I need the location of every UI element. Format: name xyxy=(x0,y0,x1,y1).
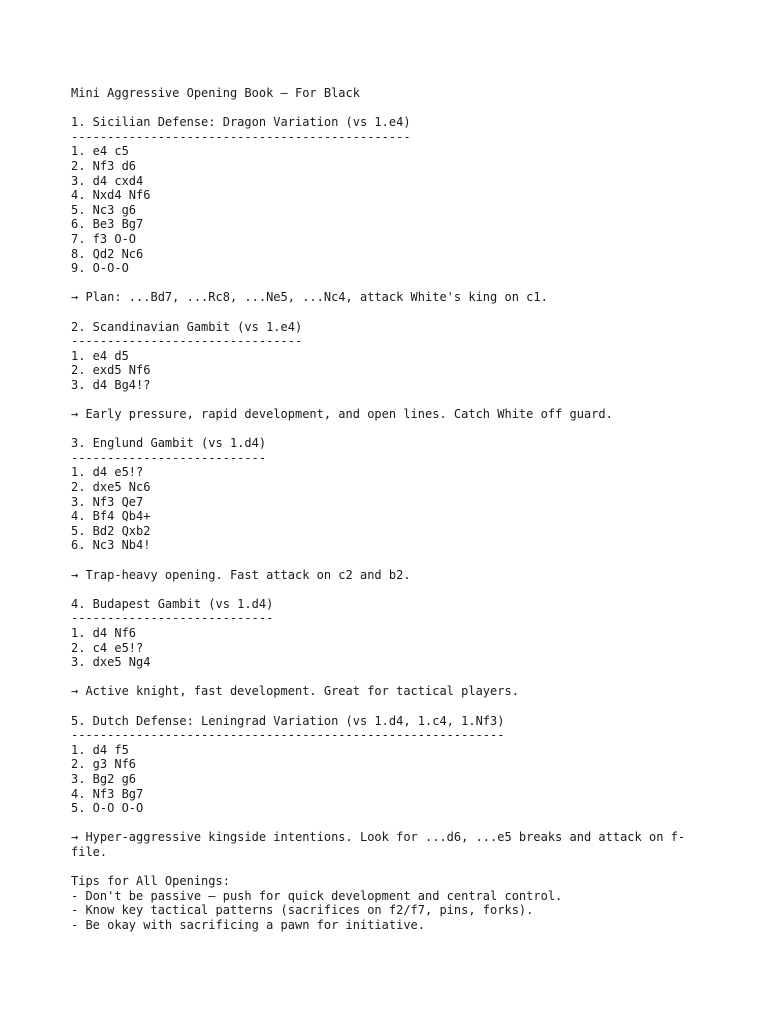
section-rule: ----------------------------------------------- xyxy=(71,129,411,144)
spacer xyxy=(71,101,731,116)
spacer xyxy=(71,670,731,685)
move-line: 4. Bf4 Qb4+ xyxy=(71,509,151,524)
opening-section-englund-gambit xyxy=(71,436,731,582)
section-note: → Early pressure, rapid development, and open lines. Catch White off guard. xyxy=(71,407,613,422)
move-line: 3. d4 Bg4!? xyxy=(71,377,151,392)
move-line: 2. dxe5 Nc6 xyxy=(71,480,151,495)
spacer xyxy=(71,392,731,407)
section-heading: 1. Sicilian Defense: Dragon Variation (vs 1.e4) xyxy=(71,115,411,130)
move-line: 5. Nc3 g6 xyxy=(71,202,137,217)
move-line: 2. g3 Nf6 xyxy=(71,757,137,772)
section-note: → Active knight, fast development. Great for tactical players. xyxy=(71,684,519,699)
move-line: 3. Bg2 g6 xyxy=(71,771,137,786)
section-heading: 5. Dutch Defense: Leningrad Variation (vs 1.d4, 1.c4, 1.Nf3) xyxy=(71,713,505,728)
move-line: 2. exd5 Nf6 xyxy=(71,363,151,378)
move-line: 3. Nf3 Qe7 xyxy=(71,494,144,509)
opening-section-scandinavian-gambit xyxy=(71,320,731,422)
section-heading: 3. Englund Gambit (vs 1.d4) xyxy=(71,436,267,451)
move-line: 9. O-O-O xyxy=(71,261,129,276)
move-line: 6. Be3 Bg7 xyxy=(71,217,144,232)
spacer xyxy=(71,422,731,437)
spacer xyxy=(71,816,731,831)
tip-item: - Know key tactical patterns (sacrifices on f2/f7, pins, forks). xyxy=(71,903,534,918)
move-line: 7. f3 O-O xyxy=(71,231,137,246)
tip-item: - Be okay with sacrificing a pawn for initiative. xyxy=(71,917,426,932)
spacer xyxy=(71,276,731,291)
move-line: 1. d4 f5 xyxy=(71,742,129,757)
move-line: 5. Bd2 Qxb2 xyxy=(71,523,151,538)
move-line: 2. c4 e5!? xyxy=(71,640,144,655)
move-line: 2. Nf3 d6 xyxy=(71,158,137,173)
section-note: → Plan: ...Bd7, ...Rc8, ...Ne5, ...Nc4, attack White's king on c1. xyxy=(71,290,548,305)
spacer xyxy=(71,305,731,320)
section-rule: --------------------------- xyxy=(71,450,267,465)
move-line: 5. O-O O-O xyxy=(71,801,144,816)
opening-section-dutch-leningrad xyxy=(71,714,731,860)
document-title: Mini Aggressive Opening Book – For Black xyxy=(71,86,360,100)
spacer xyxy=(71,553,731,568)
move-line: 3. dxe5 Ng4 xyxy=(71,655,151,670)
opening-section-sicilian-dragon xyxy=(71,115,731,305)
section-heading: 2. Scandinavian Gambit (vs 1.e4) xyxy=(71,319,303,334)
move-line: 4. Nf3 Bg7 xyxy=(71,786,144,801)
section-rule: -------------------------------- xyxy=(71,334,303,349)
move-line: 1. e4 d5 xyxy=(71,348,129,363)
opening-section-budapest-gambit xyxy=(71,597,731,699)
move-line: 6. Nc3 Nb4! xyxy=(71,538,151,553)
move-line: 1. d4 Nf6 xyxy=(71,625,137,640)
tips-heading: Tips for All Openings: xyxy=(71,874,230,889)
tips-section xyxy=(71,874,731,932)
section-note: → Hyper-aggressive kingside intentions. Look for ...d6, ...e5 breaks and attack on f-file. xyxy=(71,830,686,859)
move-line: 1. d4 e5!? xyxy=(71,465,144,480)
section-note: → Trap-heavy opening. Fast attack on c2 and b2. xyxy=(71,567,411,582)
move-line: 8. Qd2 Nc6 xyxy=(71,246,144,261)
document-page xyxy=(71,86,731,932)
spacer xyxy=(71,699,731,714)
section-rule: ------------------------------------------------------------ xyxy=(71,728,505,743)
tip-item: - Don't be passive – push for quick development and central control. xyxy=(71,888,563,903)
section-heading: 4. Budapest Gambit (vs 1.d4) xyxy=(71,596,274,611)
move-line: 3. d4 cxd4 xyxy=(71,173,144,188)
spacer xyxy=(71,859,731,874)
spacer xyxy=(71,582,731,597)
move-line: 1. e4 c5 xyxy=(71,144,129,159)
section-rule: ---------------------------- xyxy=(71,611,274,626)
move-line: 4. Nxd4 Nf6 xyxy=(71,188,151,203)
